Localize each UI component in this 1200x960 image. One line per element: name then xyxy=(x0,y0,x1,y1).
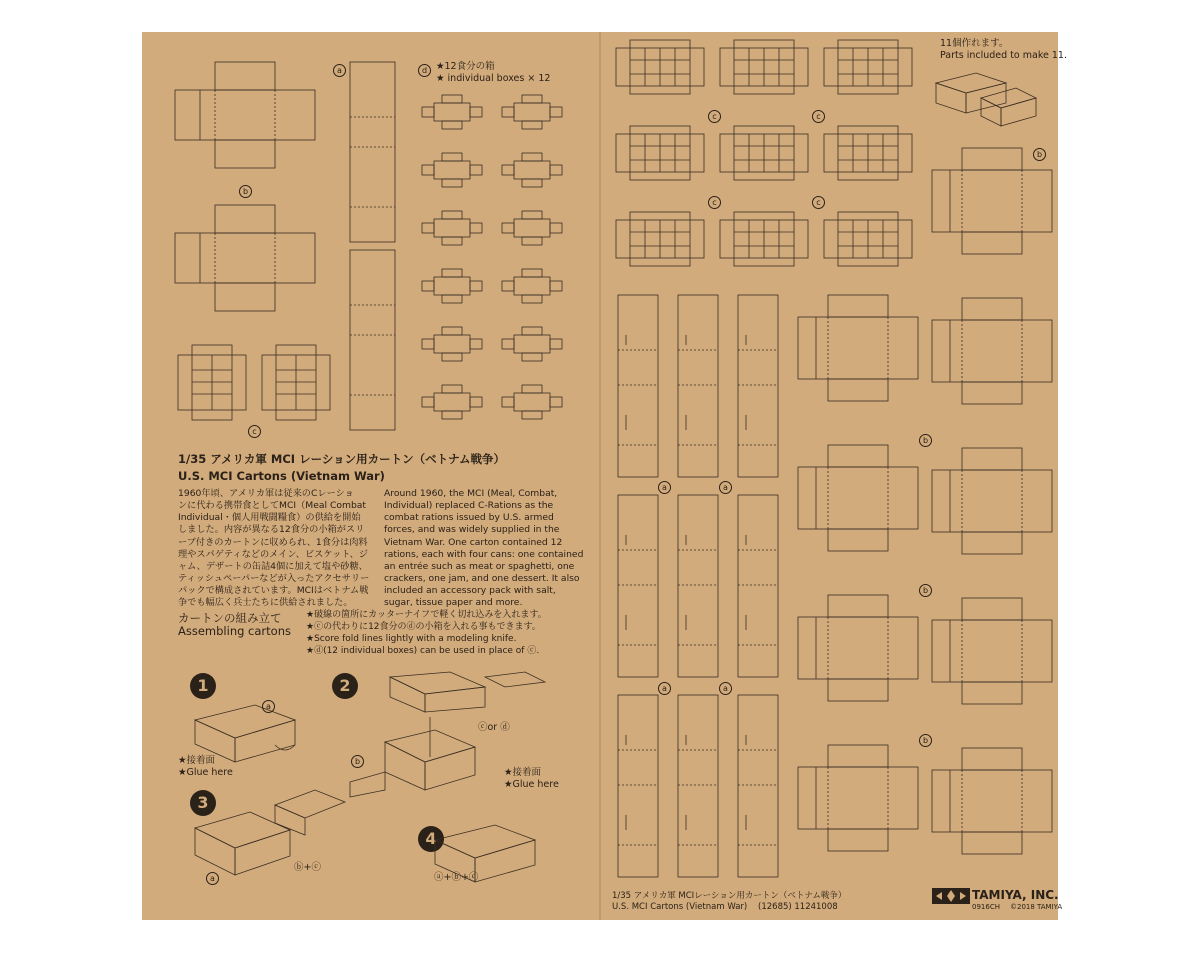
sleeve-a-flat xyxy=(618,695,658,877)
d-box-note-ja: ★12食分の箱 xyxy=(436,61,495,72)
individual-box-d xyxy=(502,95,562,129)
intro-en: Around 1960, the MCI (Meal, Combat, Individual) replaced C-Rations as the combat rations issued by U.S. armed forces, and was widely supplied in the Vietnam War. One carton contained 12 rations, each with four cans: one contained an entrée such as meat or spaghetti, one crackers, one jam, and one dessert. It also included an accessory pack with salt, sugar, tissue paper and more. xyxy=(384,488,584,609)
tray-c-flat xyxy=(824,40,912,94)
carton-b-flat xyxy=(932,148,1052,254)
assembly-note-2: ★ⓒの代わりに12食分のⓓの小箱を入れる事もできます。 xyxy=(306,622,541,632)
fold-line xyxy=(599,32,601,920)
tray-c-flat xyxy=(616,212,704,266)
individual-box-d xyxy=(502,211,562,245)
carton-b-flat xyxy=(175,205,315,315)
tray-c-flat xyxy=(616,126,704,180)
carton-b-flat xyxy=(932,748,1052,854)
label-b: b xyxy=(1033,148,1046,161)
label-b: b xyxy=(239,185,252,198)
assembly-note-4: ★ⓓ(12 individual boxes) can be used in place of ⓒ. xyxy=(306,646,540,656)
step-4-a-b-c: ⓐ+ⓑ+ⓒ xyxy=(434,872,479,883)
label-b: b xyxy=(919,584,932,597)
sleeve-a-flat xyxy=(738,495,778,677)
step-1-label-a: a xyxy=(262,700,275,713)
sleeve-a-flat xyxy=(678,495,718,677)
tamiya-logo xyxy=(932,888,970,908)
tray-c-flat xyxy=(824,212,912,266)
step-1-glue-en: ★Glue here xyxy=(178,767,233,778)
sleeve-a-flat xyxy=(350,250,395,430)
carton-b-flat xyxy=(798,745,918,851)
individual-box-d xyxy=(422,95,482,129)
step-2-badge: 2 xyxy=(332,673,358,699)
carton-b-flat xyxy=(798,295,918,401)
individual-box-d xyxy=(502,153,562,187)
sleeve-a-flat xyxy=(618,495,658,677)
individual-box-d xyxy=(502,385,562,419)
tray-c-flat xyxy=(616,40,704,94)
title-ja: 1/35 アメリカ軍 MCI レーション用カートン（ベトナム戦争） xyxy=(178,452,506,466)
step-3-b-plus-c: ⓑ+ⓒ xyxy=(294,862,321,873)
label-b: b xyxy=(919,734,932,747)
tray-c-flat xyxy=(178,345,246,420)
label-a: a xyxy=(658,682,671,695)
individual-box-d xyxy=(422,269,482,303)
individual-box-d xyxy=(422,385,482,419)
step-2-glue-en: ★Glue here xyxy=(504,779,559,790)
carton-b-flat xyxy=(932,598,1052,704)
step-3-badge: 3 xyxy=(190,790,216,816)
assembly-heading-ja: カートンの組み立て xyxy=(178,611,282,625)
carton-b-flat xyxy=(175,62,315,172)
label-a: a xyxy=(658,481,671,494)
parts-count-en: Parts included to make 11. xyxy=(940,50,1067,61)
parts-count-ja: 11個作れます。 xyxy=(940,38,1009,49)
footer-title-en: U.S. MCI Cartons (Vietnam War) (12685) 11241008 xyxy=(612,902,838,912)
assembly-note-1: ★破線の箇所にカッターナイフで軽く切れ込みを入れます。 xyxy=(306,610,547,620)
step-4-badge: 4 xyxy=(418,826,444,852)
finished-carton-illustration xyxy=(936,68,1041,128)
sleeve-a-flat xyxy=(738,295,778,477)
tray-c-flat xyxy=(824,126,912,180)
title-en: U.S. MCI Cartons (Vietnam War) xyxy=(178,469,385,483)
d-box-note-en: ★ individual boxes × 12 xyxy=(436,73,551,84)
carton-b-flat xyxy=(932,448,1052,554)
label-c: c xyxy=(812,196,825,209)
footer-copyright: ©2018 TAMIYA xyxy=(1010,903,1063,911)
tray-c-flat xyxy=(720,40,808,94)
sleeve-a-flat xyxy=(350,62,395,242)
label-a: a xyxy=(333,64,346,77)
label-c: c xyxy=(708,110,721,123)
label-b: b xyxy=(919,434,932,447)
step-2-glue-ja: ★接着面 xyxy=(504,767,542,778)
label-d: d xyxy=(418,64,431,77)
sleeve-a-flat xyxy=(678,695,718,877)
step-3-label-a: a xyxy=(206,872,219,885)
sleeve-a-flat xyxy=(738,695,778,877)
individual-box-d xyxy=(502,269,562,303)
tray-c-flat xyxy=(262,345,330,420)
carton-b-flat xyxy=(932,298,1052,404)
individual-box-d xyxy=(422,153,482,187)
label-c: c xyxy=(708,196,721,209)
footer-title-ja: 1/35 アメリカ軍 MCIレーション用カートン（ベトナム戦争） xyxy=(612,891,847,901)
individual-box-d xyxy=(422,327,482,361)
individual-box-d xyxy=(502,327,562,361)
step-1-glue-ja: ★接着面 xyxy=(178,755,216,766)
brand-name: TAMIYA, INC. xyxy=(972,888,1059,902)
individual-box-d xyxy=(422,211,482,245)
label-c: c xyxy=(248,425,261,438)
carton-b-flat xyxy=(798,595,918,701)
tray-c-flat xyxy=(720,126,808,180)
assembly-heading-en: Assembling cartons xyxy=(178,624,291,638)
sleeve-a-flat xyxy=(678,295,718,477)
label-c: c xyxy=(812,110,825,123)
footer-code: 0916CH xyxy=(972,903,1000,911)
step-2-c-or-d: ⓒor ⓓ xyxy=(478,722,510,733)
step-2-label-b: b xyxy=(351,755,364,768)
assembly-note-3: ★Score fold lines lightly with a modeling knife. xyxy=(306,634,517,644)
step-1-badge: 1 xyxy=(190,673,216,699)
tray-c-flat xyxy=(720,212,808,266)
label-a: a xyxy=(719,481,732,494)
step-3-illustration xyxy=(195,790,355,880)
sleeve-a-flat xyxy=(618,295,658,477)
intro-ja: 1960年頃、アメリカ軍は従来のCレーショ ンに代わる携帯食としてMCI（Meal Combat Individual・個人用戦闘糧食）の供給を開始 しました。内容が異なる12食分の小箱がスリ ーブ付きのカートンに収められ、1食分は肉料 理やスパゲティなどのメイン、ビスケット、ジ ャム、デザートの缶詰4個に加えて塩や砂糖、 ティッシュペーパーなどが入ったアクセサリー パックで構成されています。MCIはベトナム戦 争でも幅広く兵士たちに供給されました。 xyxy=(178,488,370,609)
carton-b-flat xyxy=(798,445,918,551)
label-a: a xyxy=(719,682,732,695)
